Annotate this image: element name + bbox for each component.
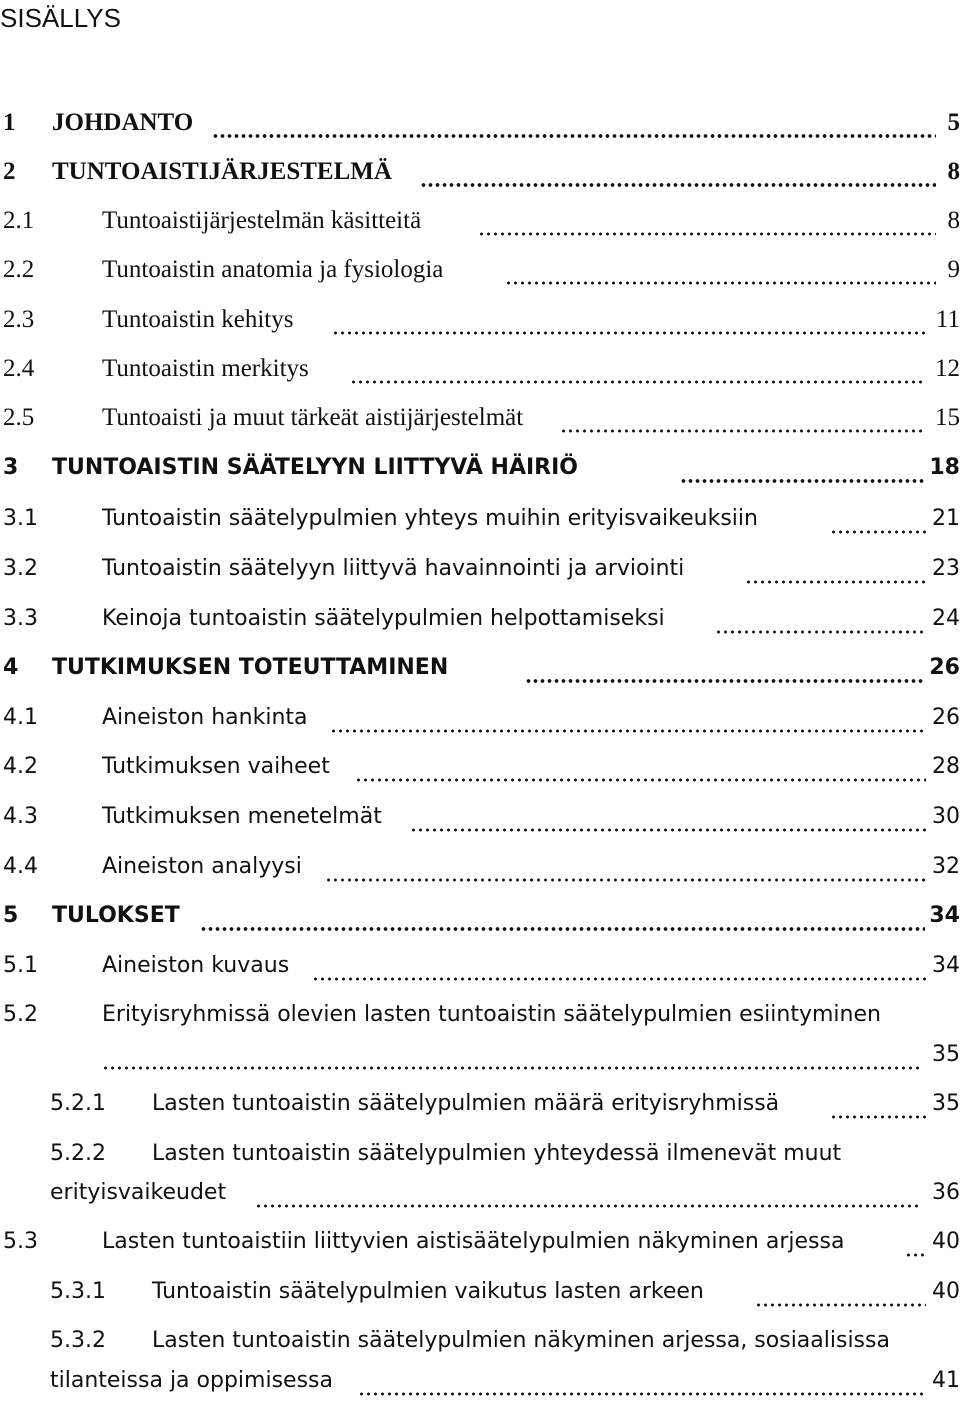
toc-page: 28 xyxy=(928,742,960,792)
dot-leader xyxy=(410,792,926,842)
toc-entry-5-3[interactable] xyxy=(0,1217,960,1267)
toc-number: 4.3 xyxy=(3,792,38,842)
toc-page: 23 xyxy=(928,544,960,594)
toc-text: Tutkimuksen menetelmät xyxy=(102,792,386,842)
toc-text: Erityisryhmissä olevien lasten tuntoaistin säätelypulmien esiintyminen xyxy=(102,990,885,1040)
toc-entry-2-1[interactable] xyxy=(0,196,960,246)
toc-text: TUTKIMUKSEN TOTEUTTAMINEN xyxy=(52,643,452,693)
toc-entry-2-3[interactable] xyxy=(0,295,960,345)
dot-leader xyxy=(560,393,926,443)
toc-entry-5-3-1[interactable] xyxy=(0,1267,960,1317)
toc-entry-4-1[interactable] xyxy=(0,693,960,743)
toc-number: 3.1 xyxy=(3,494,38,544)
toc-number: 5.3.2 xyxy=(50,1316,106,1366)
toc-number: 5.2.2 xyxy=(50,1129,106,1179)
toc-page: 36 xyxy=(928,1168,960,1218)
toc-page: 18 xyxy=(925,443,960,493)
toc-entry-2-2[interactable] xyxy=(0,245,960,295)
dot-leader xyxy=(350,344,926,394)
toc-text: JOHDANTO xyxy=(52,98,197,148)
dot-leader xyxy=(525,643,926,693)
dot-leader xyxy=(745,544,926,594)
toc-entry-5-2-page-line xyxy=(0,1030,960,1080)
toc-text: Tuntoaistin kehitys xyxy=(102,295,297,345)
toc-entry-5-3-2-continuation xyxy=(0,1356,960,1406)
dot-leader xyxy=(312,941,926,991)
dot-leader xyxy=(332,295,926,345)
toc-text: Lasten tuntoaistin säätelypulmien määrä erityisryhmissä xyxy=(152,1079,783,1129)
toc-text: Lasten tuntoaistin säätelypulmien näkyminen arjessa, sosiaalisissa xyxy=(152,1316,894,1366)
toc-text: Aineiston hankinta xyxy=(102,693,312,743)
toc-text: TUNTOAISTIJÄRJESTELMÄ xyxy=(52,147,396,197)
toc-entry-2-4[interactable] xyxy=(0,344,960,394)
toc-text-continuation: tilanteissa ja oppimisessa xyxy=(50,1356,337,1406)
toc-number: 2.3 xyxy=(3,295,34,345)
toc-number: 4.2 xyxy=(3,742,38,792)
toc-number: 4.4 xyxy=(3,842,38,892)
toc-text: Aineiston analyysi xyxy=(102,842,306,892)
dot-leader xyxy=(505,245,936,295)
toc-title: SISÄLLYS xyxy=(0,2,121,34)
toc-text: Tuntoaistin merkitys xyxy=(102,344,313,394)
toc-number: 2 xyxy=(3,147,16,197)
toc-entry-3-3[interactable] xyxy=(0,594,960,644)
toc-number: 5.1 xyxy=(3,941,38,991)
dot-leader xyxy=(905,1217,926,1267)
toc-entry-2[interactable] xyxy=(0,147,960,197)
toc-entry-4[interactable] xyxy=(0,643,960,693)
toc-page: 30 xyxy=(928,792,960,842)
dot-leader xyxy=(200,891,926,941)
dot-leader xyxy=(478,196,936,246)
toc-page: 8 xyxy=(944,147,960,197)
toc-number: 4.1 xyxy=(3,693,38,743)
toc-number: 4 xyxy=(3,643,18,693)
toc-entry-4-2[interactable] xyxy=(0,742,960,792)
toc-text: Tuntoaistijärjestelmän käsitteitä xyxy=(102,196,425,246)
dot-leader xyxy=(212,98,936,148)
toc-text-continuation: erityisvaikeudet xyxy=(50,1168,230,1218)
toc-page: 26 xyxy=(928,693,960,743)
toc-page: 12 xyxy=(931,344,960,394)
toc-page: 41 xyxy=(928,1356,960,1406)
toc-page: 40 xyxy=(928,1267,960,1317)
toc-entry-5-1[interactable] xyxy=(0,941,960,991)
toc-entry-5-2-2-continuation xyxy=(0,1168,960,1218)
toc-number: 1 xyxy=(3,98,16,148)
toc-text: TUNTOAISTIN SÄÄTELYYN LIITTYVÄ HÄIRIÖ xyxy=(52,443,582,493)
toc-text: Lasten tuntoaistin säätelypulmien yhteydessä ilmenevät muut xyxy=(152,1129,845,1179)
toc-entry-2-5[interactable] xyxy=(0,393,960,443)
toc-page: 15 xyxy=(931,393,960,443)
toc-page: 35 xyxy=(928,1079,960,1129)
toc-page: 40 xyxy=(928,1217,960,1267)
toc-number: 2.4 xyxy=(3,344,34,394)
toc-entry-4-3[interactable] xyxy=(0,792,960,842)
toc-text: Tuntoaisti ja muut tärkeät aistijärjestelmät xyxy=(102,393,527,443)
toc-page: 21 xyxy=(928,494,960,544)
toc-number: 5.2 xyxy=(3,990,38,1040)
toc-number: 5.2.1 xyxy=(50,1079,106,1129)
toc-number: 2.2 xyxy=(3,245,34,295)
toc-page: 11 xyxy=(932,295,960,345)
toc-entry-3[interactable] xyxy=(0,443,960,493)
dot-leader xyxy=(358,1356,926,1406)
toc-text: Tuntoaistin säätelyyn liittyvä havainnointi ja arviointi xyxy=(102,544,688,594)
toc-text: Keinoja tuntoaistin säätelypulmien helpottamiseksi xyxy=(102,594,669,644)
toc-entry-3-1[interactable] xyxy=(0,494,960,544)
dot-leader xyxy=(330,693,926,743)
dot-leader xyxy=(102,1030,920,1080)
toc-number: 5 xyxy=(3,891,18,941)
dot-leader xyxy=(680,443,926,493)
dot-leader xyxy=(715,594,926,644)
toc-page: 9 xyxy=(944,245,960,295)
toc-number: 2.1 xyxy=(3,196,34,246)
toc-entry-4-4[interactable] xyxy=(0,842,960,892)
toc-page: 8 xyxy=(944,196,960,246)
toc-text: Tuntoaistin säätelypulmien vaikutus lasten arkeen xyxy=(152,1267,708,1317)
toc-text: Tutkimuksen vaiheet xyxy=(102,742,334,792)
dot-leader xyxy=(255,1168,920,1218)
toc-number: 3 xyxy=(3,443,18,493)
dot-leader xyxy=(755,1267,926,1317)
toc-number: 2.5 xyxy=(3,393,34,443)
toc-number: 5.3 xyxy=(3,1217,38,1267)
toc-entry-3-2[interactable] xyxy=(0,544,960,594)
toc-page: 34 xyxy=(925,891,960,941)
toc-number: 3.2 xyxy=(3,544,38,594)
toc-text: Aineiston kuvaus xyxy=(102,941,293,991)
dot-leader xyxy=(830,1079,926,1129)
toc-entry-5[interactable] xyxy=(0,891,960,941)
toc-text: Lasten tuntoaistiin liittyvien aistisäätelypulmien näkyminen arjessa xyxy=(102,1217,848,1267)
toc-text: Tuntoaistin anatomia ja fysiologia xyxy=(102,245,447,295)
toc-page: 26 xyxy=(925,643,960,693)
toc-page: 35 xyxy=(928,1030,960,1080)
toc-entry-1[interactable] xyxy=(0,98,960,148)
dot-leader xyxy=(325,842,926,892)
toc-page: 5 xyxy=(944,98,960,148)
toc-page: 24 xyxy=(928,594,960,644)
toc-page: 34 xyxy=(928,941,960,991)
dot-leader xyxy=(355,742,926,792)
toc-text: TULOKSET xyxy=(52,891,184,941)
toc-number: 3.3 xyxy=(3,594,38,644)
dot-leader xyxy=(830,494,926,544)
toc-entry-5-2-1[interactable] xyxy=(0,1079,960,1129)
toc-number: 5.3.1 xyxy=(50,1267,106,1317)
toc-text: Tuntoaistin säätelypulmien yhteys muihin erityisvaikeuksiin xyxy=(102,494,762,544)
toc-page: 32 xyxy=(928,842,960,892)
dot-leader xyxy=(420,147,936,197)
